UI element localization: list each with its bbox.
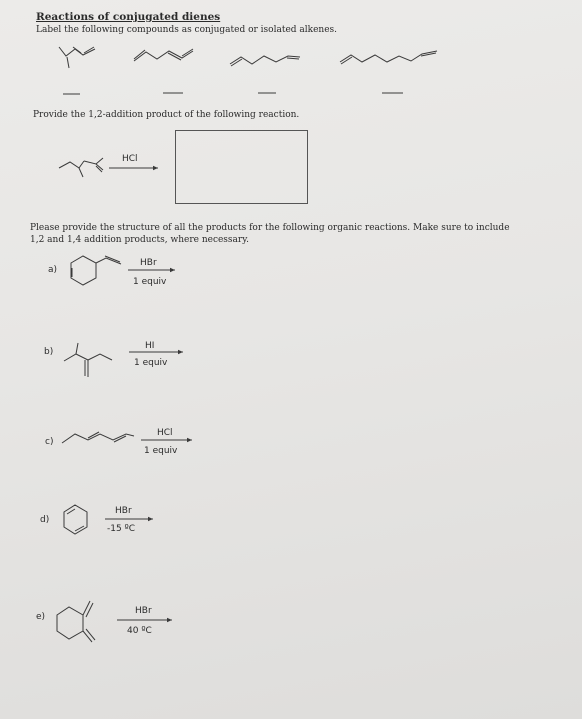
compound-2-structure: [134, 49, 193, 61]
reaction-d-reagent: HBr: [115, 506, 132, 516]
reaction-d-structure: [64, 505, 87, 534]
reaction-e-structure: [57, 601, 95, 642]
reaction-a-structure: [71, 256, 121, 285]
reaction-a-label: a): [48, 265, 58, 275]
page-title: Reactions of conjugated dienes: [36, 11, 221, 23]
reaction-b-reagent: HI: [145, 341, 155, 351]
reaction-b-label: b): [44, 347, 54, 357]
compound-4-structure: [340, 51, 437, 64]
reaction-c-reagent: HCl: [157, 428, 173, 438]
reaction-d-condition: -15 ºC: [107, 524, 136, 534]
reaction-e-condition: 40 ºC: [127, 626, 152, 636]
reaction-c-structure: [62, 432, 134, 443]
reaction-e-reagent: HBr: [135, 606, 152, 616]
reaction-d-label: d): [40, 515, 50, 525]
reaction-e-label: e): [36, 612, 46, 622]
reaction-b-condition: 1 equiv: [134, 358, 168, 368]
q2-diene-structure: [59, 158, 103, 177]
addition-prompt: Provide the 1,2-addition product of the following reaction.: [33, 110, 300, 120]
compound-1-structure: [59, 47, 95, 68]
reaction-a-reagent: HBr: [140, 258, 157, 268]
reaction-b-structure: [64, 343, 112, 377]
products-prompt-line2: 1,2 and 1,4 addition products, where necessary.: [30, 235, 249, 245]
reaction-c-condition: 1 equiv: [144, 446, 178, 456]
q2-reagent: HCl: [122, 154, 138, 164]
reaction-a-condition: 1 equiv: [133, 277, 167, 287]
compound-3-structure: [230, 56, 300, 66]
products-prompt-line1: Please provide the structure of all the products for the following organic reactions. Make sure to include: [30, 223, 510, 233]
labeling-instruction: Label the following compounds as conjugated or isolated alkenes.: [36, 25, 338, 35]
reaction-c-label: c): [45, 437, 54, 447]
